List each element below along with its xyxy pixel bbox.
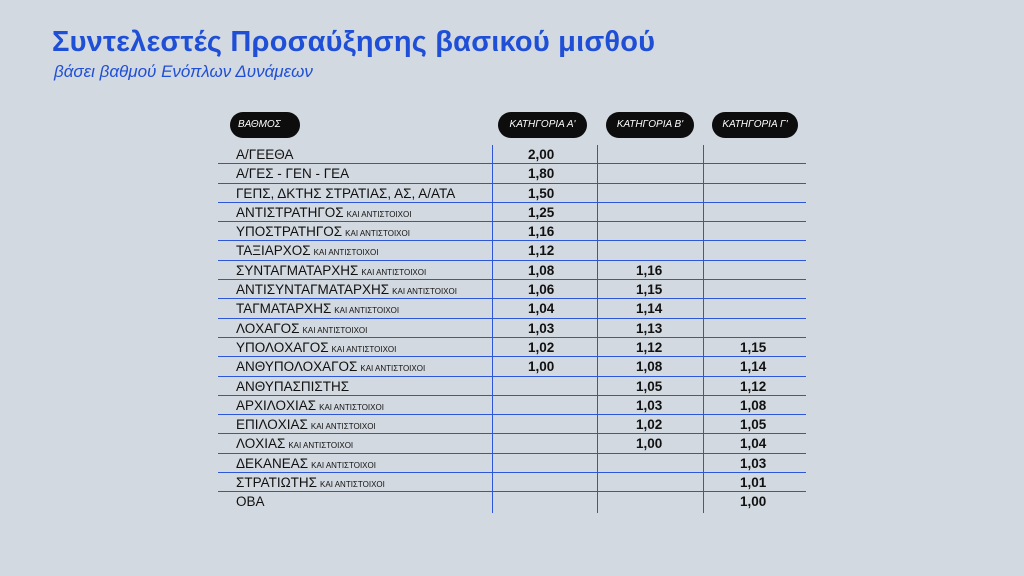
- grade-suffix: ΚΑΙ ΑΝΤΙΣΤΟΙΧΟΙ: [288, 441, 354, 451]
- category-b-value: 1,16: [636, 262, 663, 278]
- grade-cell: [236, 280, 457, 299]
- table-row: [218, 184, 806, 203]
- grade-name: ΓΕΠΣ, ΔΚΤΗΣ ΣΤΡΑΤΙΑΣ, ΑΣ, Α/ΑΤΑ: [236, 185, 456, 201]
- grade-name: ΔΕΚΑΝΕΑΣ: [236, 455, 309, 471]
- table-row: [218, 492, 806, 511]
- category-b-value: 1,14: [636, 301, 663, 317]
- table-row: [218, 203, 806, 222]
- table-row: [218, 357, 806, 376]
- table-row: [218, 145, 806, 164]
- grade-name: ΟΒΑ: [236, 494, 265, 510]
- table-row: [218, 396, 806, 415]
- category-a-value: 1,80: [528, 166, 555, 182]
- category-c-value: 1,01: [740, 475, 767, 491]
- grade-suffix: ΚΑΙ ΑΝΤΙΣΤΟΙΧΟΙ: [345, 229, 410, 239]
- header-category-a: ΚΑΤΗΓΟΡΙΑ Α': [498, 112, 587, 138]
- grade-suffix: ΚΑΙ ΑΝΤΙΣΤΟΙΧΟΙ: [310, 422, 376, 432]
- category-a-value: 1,50: [528, 185, 555, 201]
- grade-suffix: ΚΑΙ ΑΝΤΙΣΤΟΙΧΟΙ: [319, 402, 384, 412]
- category-a-value: 1,04: [528, 301, 555, 317]
- category-a-value: 2,00: [528, 147, 555, 162]
- coefficients-table: [218, 145, 806, 512]
- grade-cell: [236, 492, 265, 511]
- grade-suffix: ΚΑΙ ΑΝΤΙΣΤΟΙΧΟΙ: [313, 248, 379, 258]
- grade-name: Α/ΓΕΕΘΑ: [236, 147, 294, 162]
- header-category-c: ΚΑΤΗΓΟΡΙΑ Γ': [712, 112, 798, 138]
- category-b-value: 1,00: [636, 436, 663, 452]
- category-c-value: 1,04: [740, 436, 767, 452]
- table-row: [218, 164, 806, 183]
- category-c-value: 1,00: [740, 494, 767, 510]
- grade-name: ΕΠΙΛΟΧΙΑΣ: [236, 417, 308, 433]
- grade-cell: [236, 415, 376, 434]
- grade-suffix: ΚΑΙ ΑΝΤΙΣΤΟΙΧΟΙ: [392, 287, 457, 297]
- grade-cell: [236, 299, 399, 318]
- grade-name: ΣΥΝΤΑΓΜΑΤΑΡΧΗΣ: [236, 262, 359, 278]
- grade-name: ΣΤΡΑΤΙΩΤΗΣ: [236, 475, 318, 491]
- grade-name: Α/ΓΕΣ - ΓΕΝ - ΓΕΑ: [236, 166, 350, 182]
- category-a-value: 1,16: [528, 224, 555, 240]
- grade-cell: [236, 377, 349, 396]
- table-row: [218, 319, 806, 338]
- table-row: [218, 454, 806, 473]
- page-subtitle: βάσει βαθμού Ενόπλων Δυνάμεων: [54, 62, 313, 81]
- grade-cell: [236, 164, 349, 183]
- grade-cell: [236, 473, 385, 492]
- category-b-value: 1,15: [636, 282, 663, 298]
- grade-cell: [236, 145, 293, 164]
- category-b-value: 1,05: [636, 378, 663, 394]
- grade-suffix: ΚΑΙ ΑΝΤΙΣΤΟΙΧΟΙ: [334, 306, 400, 316]
- grade-suffix: ΚΑΙ ΑΝΤΙΣΤΟΙΧΟΙ: [346, 209, 412, 219]
- grade-cell: [236, 357, 425, 376]
- category-a-value: 1,08: [528, 262, 555, 278]
- category-a-value: 1,00: [528, 359, 555, 375]
- grade-cell: [236, 319, 367, 338]
- grade-name: ΛΟΧΑΓΟΣ: [236, 320, 300, 336]
- grade-name: ΑΝΘΥΠΟΛΟΧΑΓΟΣ: [236, 359, 358, 375]
- category-a-value: 1,06: [528, 282, 555, 298]
- grade-cell: [236, 241, 378, 260]
- grade-name: ΤΑΓΜΑΤΑΡΧΗΣ: [236, 301, 332, 317]
- category-b-value: 1,12: [636, 339, 663, 355]
- category-c-value: 1,05: [740, 417, 767, 433]
- category-b-value: 1,13: [636, 320, 663, 336]
- category-a-value: 1,02: [528, 339, 555, 355]
- grade-suffix: ΚΑΙ ΑΝΤΙΣΤΟΙΧΟΙ: [320, 480, 385, 490]
- page-title: Συντελεστές Προσαύξησης βασικού μισθού: [52, 26, 656, 58]
- grade-suffix: ΚΑΙ ΑΝΤΙΣΤΟΙΧΟΙ: [311, 460, 376, 470]
- category-a-value: 1,12: [528, 243, 555, 259]
- header-category-b: ΚΑΤΗΓΟΡΙΑ Β': [606, 112, 694, 138]
- grade-name: ΑΝΘΥΠΑΣΠΙΣΤΗΣ: [236, 378, 350, 394]
- category-b-value: 1,03: [636, 397, 663, 413]
- table-row: [218, 261, 806, 280]
- grade-cell: [236, 434, 353, 453]
- table-row: [218, 377, 806, 396]
- grade-name: ΤΑΞΙΑΡΧΟΣ: [236, 243, 311, 259]
- category-c-value: 1,08: [740, 397, 767, 413]
- table-row: [218, 280, 806, 299]
- grade-cell: [236, 338, 396, 357]
- table-row: [218, 338, 806, 357]
- grade-cell: [236, 396, 384, 415]
- grade-name: ΛΟΧΙΑΣ: [236, 436, 286, 452]
- grade-name: ΥΠΟΣΤΡΑΤΗΓΟΣ: [236, 224, 343, 240]
- grade-name: ΑΝΤΙΣΥΝΤΑΓΜΑΤΑΡΧΗΣ: [236, 282, 390, 298]
- category-c-value: 1,14: [740, 359, 767, 375]
- table-row: [218, 241, 806, 260]
- grade-cell: [236, 203, 411, 222]
- category-b-value: 1,02: [636, 417, 663, 433]
- category-b-value: 1,08: [636, 359, 663, 375]
- grade-name: ΑΝΤΙΣΤΡΑΤΗΓΟΣ: [236, 204, 344, 220]
- category-a-value: 1,03: [528, 320, 555, 336]
- grade-suffix: ΚΑΙ ΑΝΤΙΣΤΟΙΧΟΙ: [360, 364, 426, 374]
- category-a-value: 1,25: [528, 204, 555, 220]
- table-row: [218, 299, 806, 318]
- grade-suffix: ΚΑΙ ΑΝΤΙΣΤΟΙΧΟΙ: [361, 267, 427, 277]
- category-c-value: 1,03: [740, 455, 767, 471]
- grade-cell: [236, 454, 376, 473]
- table-row: [218, 473, 806, 492]
- table-row: [218, 415, 806, 434]
- grade-name: ΑΡΧΙΛΟΧΙΑΣ: [236, 397, 317, 413]
- table-row: [218, 222, 806, 241]
- grade-cell: [236, 184, 455, 203]
- grade-suffix: ΚΑΙ ΑΝΤΙΣΤΟΙΧΟΙ: [331, 344, 397, 354]
- grade-cell: [236, 222, 410, 241]
- header-grade: ΒΑΘΜΟΣ: [230, 112, 300, 138]
- table-row: [218, 434, 806, 453]
- category-c-value: 1,12: [740, 378, 767, 394]
- grade-name: ΥΠΟΛΟΧΑΓΟΣ: [236, 339, 329, 355]
- grade-cell: [236, 261, 426, 280]
- category-c-value: 1,15: [740, 339, 767, 355]
- grade-suffix: ΚΑΙ ΑΝΤΙΣΤΟΙΧΟΙ: [302, 325, 368, 335]
